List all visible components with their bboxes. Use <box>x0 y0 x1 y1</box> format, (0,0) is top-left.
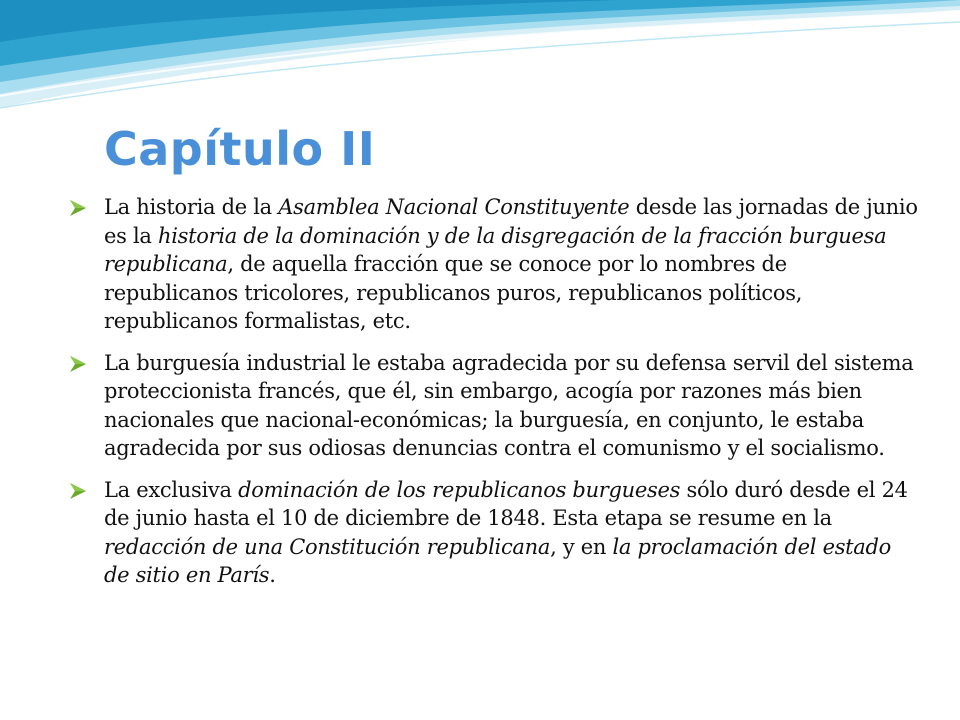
text-segment: sólo duró desde el 24 de junio hasta el 10 de diciembre de 1848. Esta etapa se resume en la <box>104 477 908 530</box>
arrow-bullet-icon <box>68 482 88 500</box>
italic-segment: Asamblea Nacional Constituyente <box>278 195 630 219</box>
bullet-item <box>68 476 918 590</box>
text-segment: desde las jornadas de junio es la <box>104 195 918 248</box>
bullet-text <box>104 478 908 588</box>
bullet-text <box>104 351 913 461</box>
italic-segment: la proclamación del estado de sitio en París <box>104 534 892 587</box>
italic-segment: redacción de una Constitución republicana <box>104 534 551 559</box>
slide-title: Capítulo II <box>104 122 376 176</box>
text-segment: La historia de la <box>104 195 279 219</box>
text-segment: , y en <box>550 534 613 559</box>
text-segment: . <box>269 563 276 587</box>
italic-segment: dominación de los republicanos burgueses <box>238 477 681 502</box>
bullet-item <box>68 193 918 336</box>
bullet-item <box>68 349 918 463</box>
text-segment: La burguesía industrial le estaba agradecida por su defensa servil del sistema proteccionista francés, que él, sin embargo, acogía por razones más bien nacionales que nacional-económicas; la burguesía, en conjunto, le estaba agradecida por sus odiosas denuncias contra el comunismo y el socialismo. <box>104 350 914 460</box>
text-segment: La exclusiva <box>104 477 239 502</box>
bullet-text <box>104 195 918 333</box>
text-segment: , de aquella fracción que se conoce por lo nombres de republicanos tricolores, republicanos puros, republicanos políticos, republicanos formalistas, etc. <box>104 252 803 333</box>
bullet-list <box>68 193 918 603</box>
arrow-bullet-icon <box>68 355 88 373</box>
arrow-bullet-icon <box>68 199 88 217</box>
wave-decoration <box>0 0 960 120</box>
italic-segment: historia de la dominación y de la disgregación de la fracción burguesa republicana <box>104 223 887 276</box>
